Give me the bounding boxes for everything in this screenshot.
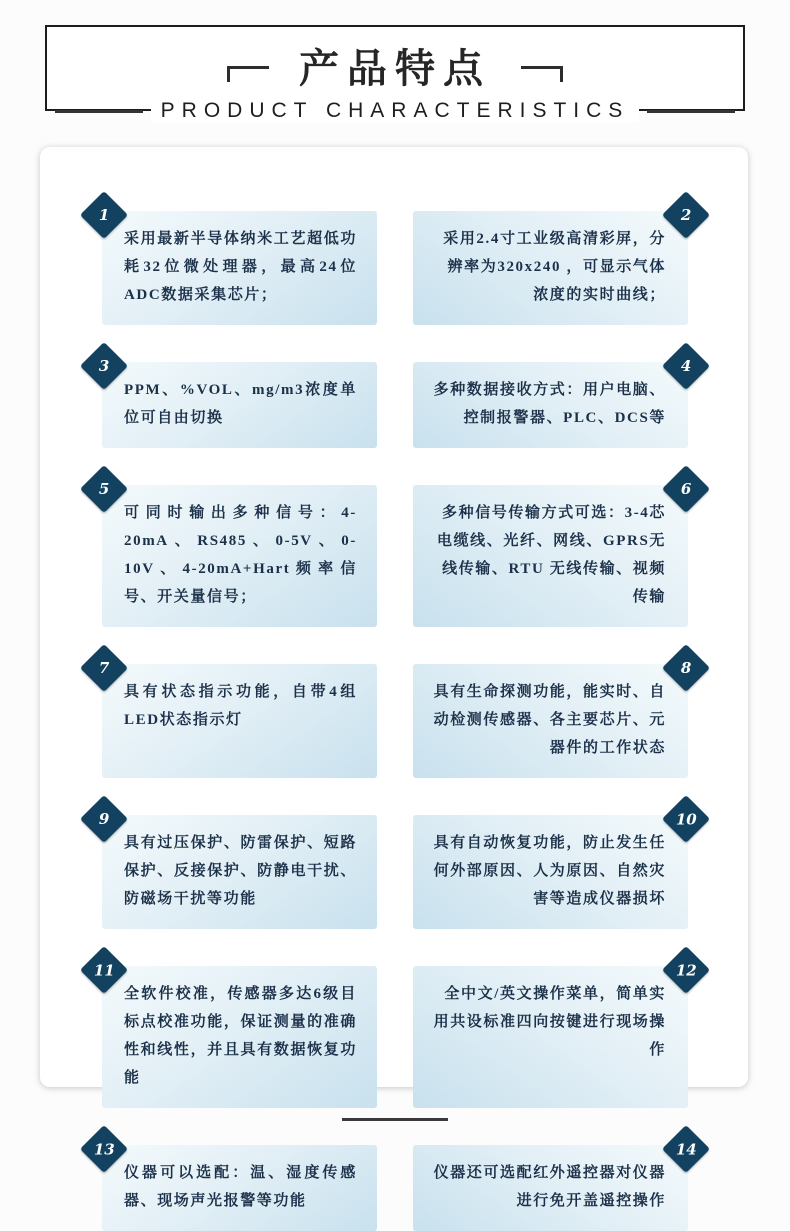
feature-number-badge: 10: [662, 795, 710, 843]
feature-text: 全软件校准，传感器多达6级目标点校准功能，保证测量的准确性和线性，并且具有数据恢复功能: [124, 986, 357, 1086]
title-row: [47, 37, 743, 94]
feature-panel-8: [413, 659, 692, 778]
subtitle-left-line: [55, 110, 143, 113]
feature-text: 具有过压保护、防雷保护、短路保护、反接保护、防静电干扰、防磁场干扰等功能: [124, 835, 357, 907]
feature-panel-9: [98, 810, 377, 929]
feature-number-badge: 12: [662, 946, 710, 994]
feature-number-badge: 7: [80, 644, 128, 692]
feature-panel-14: [413, 1140, 697, 1231]
features-card: [40, 147, 748, 1209]
feature-text: 多种信号传输方式可选：3-4芯电缆线、光纤、网线、GPRS无线传输、RTU 无线传输、视频传输: [436, 505, 666, 605]
feature-number-badge: 1: [80, 191, 128, 239]
feature-number-badge: 5: [80, 465, 128, 513]
feature-panel-11: [93, 961, 377, 1108]
feature-number-badge: 13: [80, 1125, 128, 1173]
feature-number-badge: 6: [662, 465, 710, 513]
feature-number-badge: 14: [662, 1125, 710, 1173]
feature-panel-6: [413, 480, 692, 627]
feature-number-badge: 4: [662, 342, 710, 390]
feature-number-badge: 11: [80, 946, 128, 994]
feature-number-badge: 3: [80, 342, 128, 390]
section-header-box: [45, 25, 745, 122]
feature-text: 具有状态指示功能，自带4组LED状态指示灯: [124, 684, 357, 728]
feature-text: 仪器还可选配红外遥控器对仪器进行免开盖遥控操作: [433, 1165, 666, 1209]
feature-text: 具有生命探测功能，能实时、自动检测传感器、各主要芯片、元器件的工作状态: [433, 684, 666, 756]
feature-text: 具有自动恢复功能，防止发生任何外部原因、人为原因、自然灾害等造成仪器损坏: [433, 835, 666, 907]
page-title: 产品特点: [299, 47, 491, 91]
next-section-border-fragment: [342, 1118, 448, 1121]
features-grid: [93, 206, 697, 1231]
feature-text: 全中文/英文操作菜单，简单实用共设标准四向按键进行现场操作: [433, 986, 666, 1058]
feature-panel-7: [98, 659, 377, 778]
feature-text: PPM、%VOL、mg/m3浓度单位可自由切换: [124, 382, 357, 426]
subtitle-right-line: [647, 110, 735, 113]
feature-panel-2: [413, 206, 692, 325]
feature-panel-1: [98, 206, 377, 325]
feature-panel-3: [98, 357, 377, 448]
feature-number-badge: 9: [80, 795, 128, 843]
feature-panel-13: [93, 1140, 377, 1231]
feature-number-badge: 8: [662, 644, 710, 692]
feature-number-badge: 2: [662, 191, 710, 239]
page-subtitle: PRODUCT CHARACTERISTICS: [151, 99, 640, 123]
feature-panel-4: [413, 357, 692, 448]
feature-panel-5: [98, 480, 377, 627]
feature-panel-12: [413, 961, 697, 1108]
feature-panel-10: [413, 810, 697, 929]
left-corner-bracket-icon: [227, 66, 269, 82]
feature-text: 仪器可以选配：温、湿度传感器、现场声光报警等功能: [124, 1165, 357, 1209]
feature-text: 多种数据接收方式：用户电脑、控制报警器、PLC、DCS等: [433, 382, 666, 426]
feature-text: 采用最新半导体纳米工艺超低功耗32位微处理器，最高24位ADC数据采集芯片；: [124, 231, 357, 303]
feature-text: 可同时输出多种信号：4-20mA、RS485、0-5V、0-10V、4-20mA+Hart频率信号、开关量信号；: [124, 505, 357, 605]
feature-text: 采用2.4寸工业级高清彩屏，分辨率为320x240 ，可显示气体浓度的实时曲线；: [443, 231, 666, 303]
subtitle-row: [47, 99, 743, 123]
right-corner-bracket-icon: [521, 66, 563, 82]
